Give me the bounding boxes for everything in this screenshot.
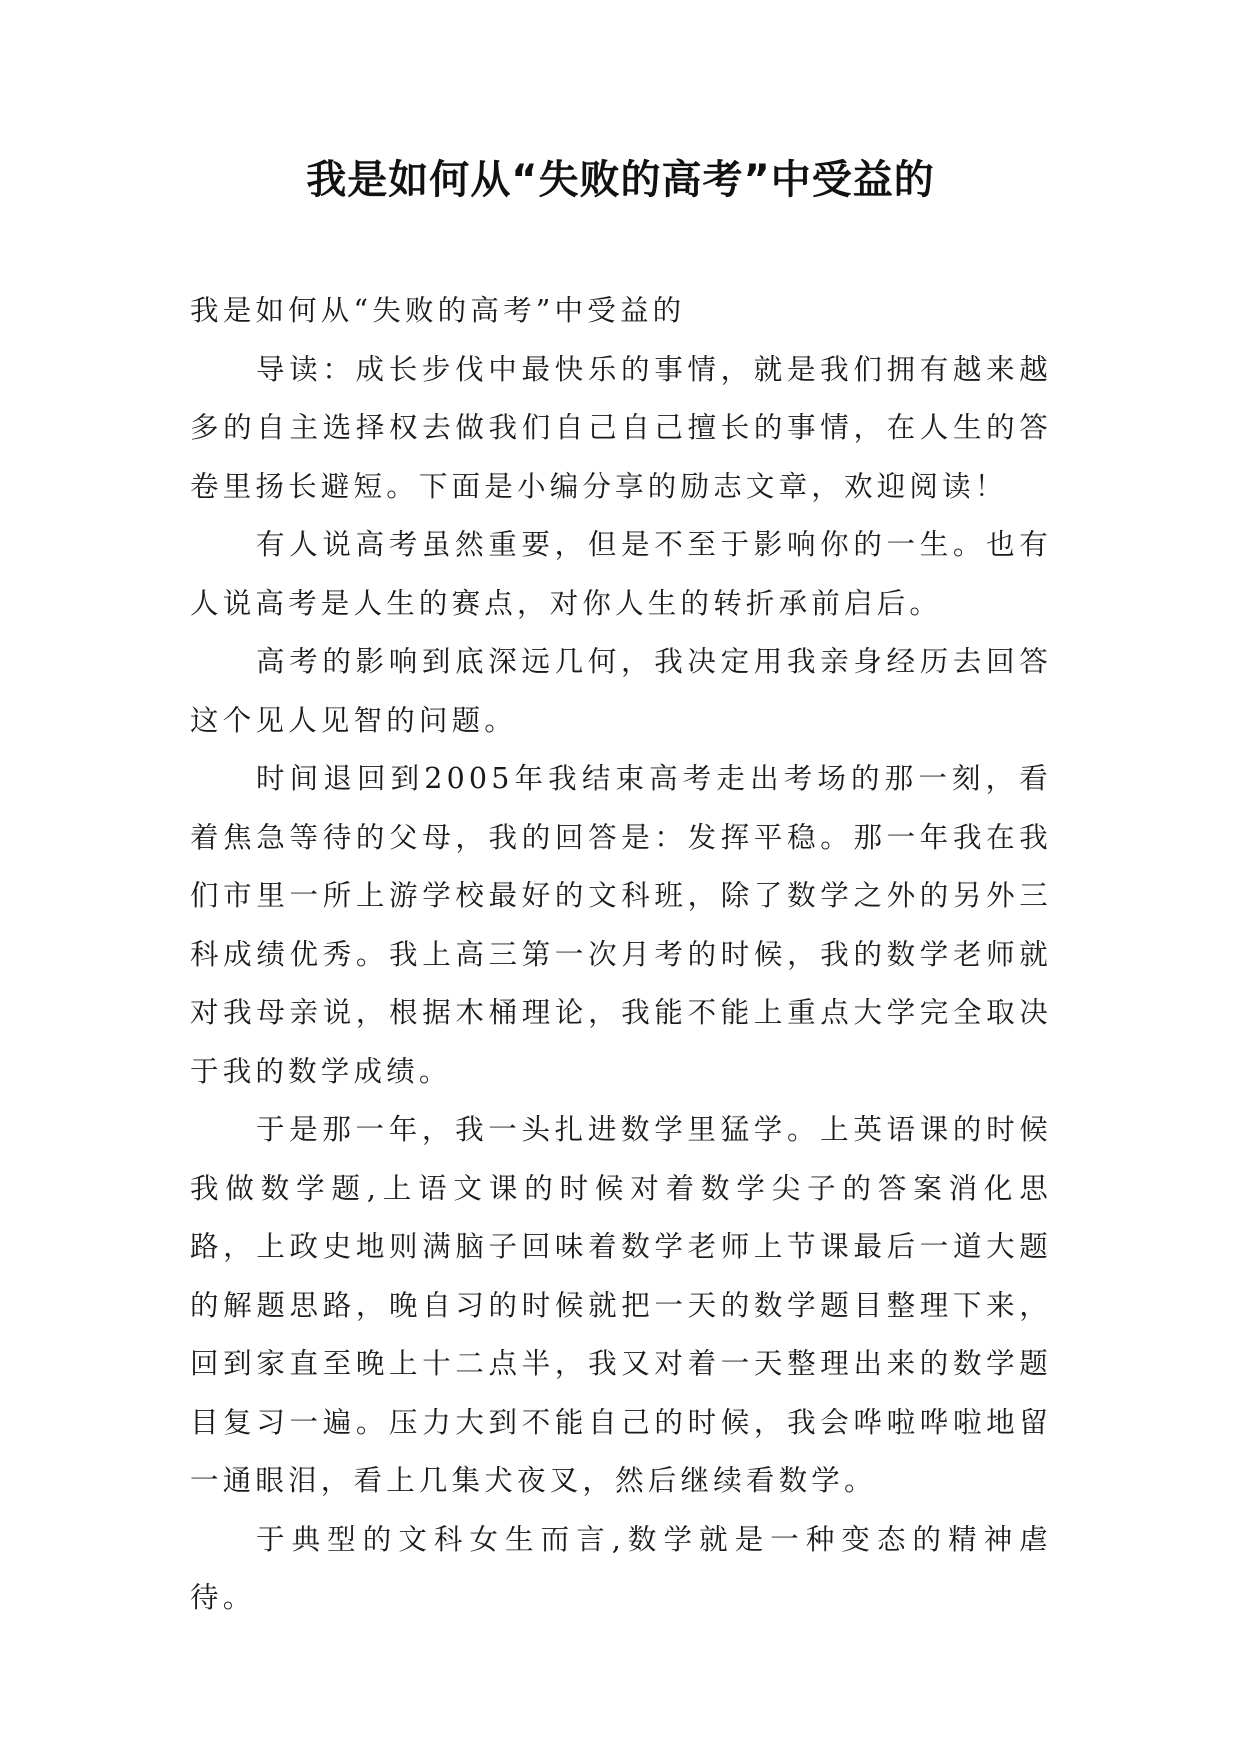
paragraph: 于是那一年，我一头扎进数学里猛学。上英语课的时候我做数学题,上语文课的时候对着数学尖子的答案消化思路，上政史地则满脑子回味着数学老师上节课最后一道大题的解题思路，晚自习的时候就把一天的数学题目整理下来，回到家直至晚上十二点半，我又对着一天整理出来的数学题目复习一遍。压力大到不能自己的时候，我会哗啦哗啦地留一通眼泪，看上几集犬夜叉，然后继续看数学。 — [190, 1113, 1052, 1497]
paragraph: 于典型的文科女生而言,数学就是一种变态的精神虐待。 — [190, 1522, 1052, 1614]
paragraph: 高考的影响到底深远几何，我决定用我亲身经历去回答这个见人见智的问题。 — [190, 645, 1052, 737]
subtitle-line: 我是如何从“失败的高考”中受益的 — [190, 294, 686, 327]
document-title: 我是如何从“失败的高考”中受益的 — [306, 157, 935, 203]
paragraph-intro: 导读：成长步伐中最快乐的事情，就是我们拥有越来越多的自主选择权去做我们自己自己擅长的事情，在人生的答卷里扬长避短。下面是小编分享的励志文章，欢迎阅读！ — [190, 352, 1052, 503]
paragraph: 有人说高考虽然重要，但是不至于影响你的一生。也有人说高考是人生的赛点，对你人生的转折承前启后。 — [190, 528, 1052, 620]
paragraph: 时间退回到2005年我结束高考走出考场的那一刻，看着焦急等待的父母，我的回答是：发挥平稳。那一年我在我们市里一所上游学校最好的文科班，除了数学之外的另外三科成绩优秀。我上高三第一次月考的时候，我的数学老师就对我母亲说，根据木桶理论，我能不能上重点大学完全取决于我的数学成绩。 — [190, 762, 1052, 1088]
document-body — [190, 282, 1052, 1628]
